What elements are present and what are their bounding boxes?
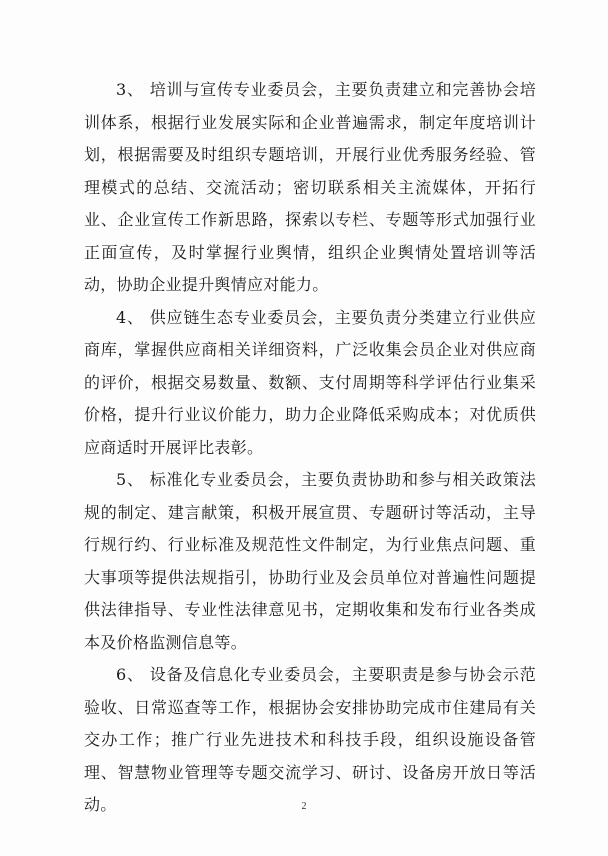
document-body (84, 74, 536, 822)
paragraph-item-3: 3、 培训与宣传专业委员会，主要负责建立和完善协会培训体系，根据行业发展实际和企业普遍需求，制定年度培训计划，根据需要及时组织专题培训，开展行业优秀服务经验、管理模式的总结、交流活动；密切联系相关主流媒体，开拓行业、企业宣传工作新思路，探索以专栏、专题等形式加强行业正面宣传，及时掌握行业舆情，组织企业舆情处置培训等活动，协助企业提升舆情应对能力。 (84, 80, 536, 294)
paragraph-item-4: 4、 供应链生态专业委员会，主要负责分类建立行业供应商库，掌握供应商相关详细资料，广泛收集会员企业对供应商的评价，根据交易数量、数额、支付周期等科学评估行业集采价格，提升行业议价能力，助力企业降低采购成本；对优质供应商适时开展评比表彰。 (84, 307, 536, 457)
page-number: 2 (301, 801, 307, 812)
paragraph-item-6: 6、 设备及信息化专业委员会，主要职责是参与协会示范验收、日常巡查等工作，根据协会安排协助完成市住建局有关交办工作；推广行业先进技术和科技手段，组织设施设备管理、智慧物业管理等专题交流学习、研讨、设备房开放日等活动。 (84, 665, 536, 814)
paragraph-item-5: 5、 标准化专业委员会，主要负责协助和参与相关政策法规的制定、建言献策，积极开展宣贯、专题研讨等活动，主导行规行约、行业标准及规范性文件制定，为行业焦点问题、重大事项等提供法规指引，协助行业及会员单位对普遍性问题提供法律指导、专业性法律意见书，定期收集和发布行业各类成本及价格监测信息等。 (84, 470, 536, 652)
